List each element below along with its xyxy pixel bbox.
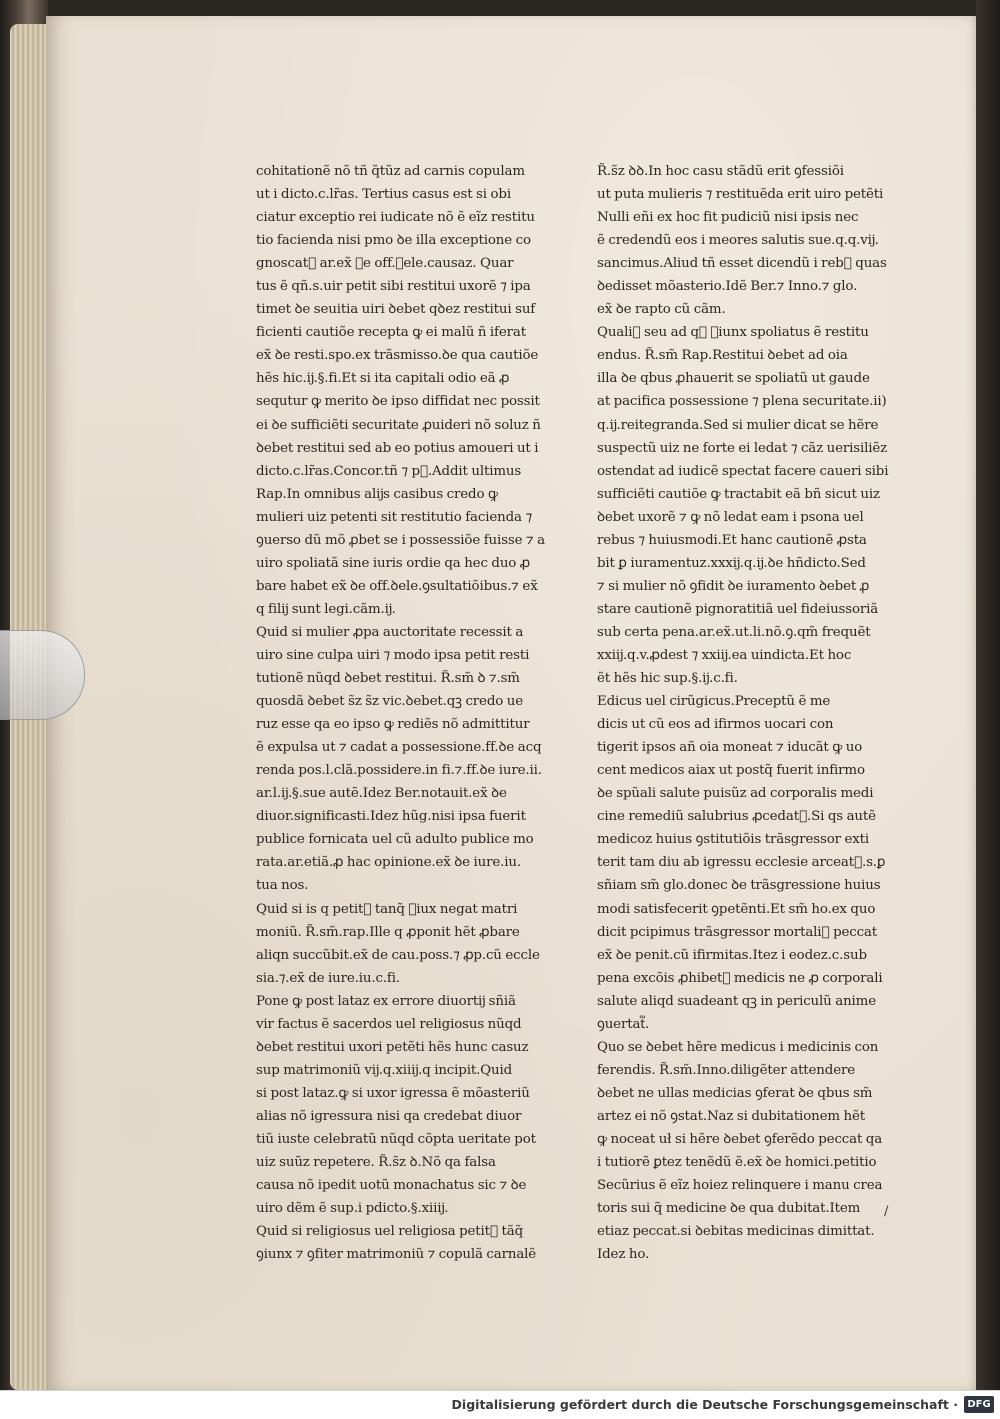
text-line: rebus ⁊ huiusmodi.Et hanc cautionẽ ꝓsta <box>597 532 867 548</box>
dfg-logo[interactable]: DFG <box>964 1396 994 1413</box>
text-line: ficienti cautiõe recepta ꝙ ei malũ ñ iferat <box>256 325 526 341</box>
text-line: Quid si mulier ꝓpa auctoritate recessit a <box>256 624 524 640</box>
text-line: ꝙ noceat uł si hẽre ꝺebet ꝯferẽdo peccat qa <box>597 1131 883 1147</box>
text-line: hẽs hic.ĳ.§.fi.Et si ita capitali odio eã ꝓ <box>256 371 510 387</box>
text-line: ꝺebet uxorẽ ⁊ ꝙ nõ ledat eam i psona uel <box>597 509 864 525</box>
text-line: ex̃ ꝺe rapto cũ cãm. <box>597 302 726 318</box>
text-line: Idez ho. <box>597 1247 650 1263</box>
text-line: tio facienda nisi pmo ꝺe illa exceptione co <box>256 233 531 249</box>
text-line: ar.l.ĳ.§.sue autẽ.Idez Ber.notauit.ex̃ ꝺe <box>256 786 507 802</box>
text-line: etiaz peccat.si ꝺebitas medicinas dimittat. <box>597 1224 875 1240</box>
text-line: toris sui q̃ medicine ꝺe qua dubitat.Item <box>597 1201 861 1217</box>
text-line: Quid si is q petit᷑ tanq̃ ꝯiux negat matri <box>256 901 518 917</box>
text-line: dicto.c.lr̃as.Concor.tñ ⁊ p᷑.Addit ultimus <box>256 463 522 479</box>
text-line: ex̃ ꝺe resti.spo.ex trãsmisso.ꝺe qua cautiõe <box>256 348 539 364</box>
text-line: tutionẽ nũqd ꝺebet restitui. R̃.sm̃ ꝺ ⁊.sm̃ <box>256 671 520 687</box>
text-line: ꝺe spũali salute puisũz ad corporalis medi <box>597 786 874 802</box>
text-line: cine remediũ salubrius ꝓcedat᷑.Si qs autẽ <box>597 809 876 825</box>
text-line: R̃.s̃z ꝺꝺ.In hoc casu stãdũ erit ꝯfessiõi <box>597 164 844 179</box>
text-line: rata.ar.etiã.ꝓ hac opinione.ex̃ ꝺe iure.iu. <box>256 855 521 871</box>
text-line: ut puta mulieris ⁊ restituẽda erit uiro petẽti <box>597 187 884 203</box>
text-line: Secũrius ẽ eĩz hoiez relinquere i manu crea <box>597 1178 883 1194</box>
text-line: ꝯiunx ⁊ ꝯfiter matrimoniũ ⁊ copulã carnalẽ <box>256 1247 537 1263</box>
text-line: ꝺedisset mõasterio.Idẽ Ber.⁊ Inno.⁊ glo. <box>597 279 858 295</box>
text-line: quosdã ꝺebet s̃z s̃z vic.ꝺebet.qꝫ credo ue <box>256 694 524 710</box>
text-line: tigerit ipsos añ oia moneat ⁊ iducãt ꝙ uo <box>597 740 863 756</box>
footer-bar <box>0 1390 1000 1419</box>
text-line: sufficiẽti cautiõe ꝙ tractabit eã bñ sicut uiz <box>597 486 880 502</box>
text-line: Edicus uel cirũgicus.Preceptũ ẽ me <box>597 694 831 710</box>
funding-notice: Digitalisierung gefördert durch die Deutsche Forschungsgemeinschaft · <box>451 1397 958 1412</box>
text-line: illa ꝺe qbus ꝓhauerit se spoliatũ ut gaude <box>597 371 870 387</box>
text-line: suspectũ uiz ne forte ei ledat ⁊ cãz uerisiliẽz <box>597 440 888 456</box>
text-line: aliqn succũbit.ex̃ de cau.poss.⁊ ꝓp.cũ eccle <box>256 947 540 963</box>
text-line: gnoscat᷑ ar.ex̃ ꝺe off.ꝺele.causaz. Quar <box>256 256 514 272</box>
text-line: tiũ iuste celebratũ nũqd cõpta ueritate pot <box>256 1131 536 1147</box>
text-line: ꝺebet ne ullas medicias ꝯferat ꝺe qbus sm̃ <box>597 1085 873 1101</box>
text-line: ẽ credendũ eos i meores salutis sue.q.q.vĳ. <box>597 233 879 249</box>
text-line: endus. R̃.sm̃ Rap.Restitui ꝺebet ad oia <box>597 348 848 364</box>
text-line: at pacifica possessione ⁊ plena securitate.ii) <box>597 394 887 410</box>
text-line: sequtur ꝙ merito ꝺe ipso diffidat nec possit <box>256 394 540 410</box>
text-line: salute aliqd suadeant qꝫ in periculũ anime <box>597 993 877 1009</box>
page-clip <box>0 630 85 720</box>
book-edge-right <box>976 0 1000 1390</box>
text-line: ex̃ ꝺe penit.cũ ifirmitas.Itez i eodez.c.sub <box>597 947 867 963</box>
text-line: Pone ꝙ post lataz ex errore diuortĳ sñiã <box>256 993 516 1009</box>
text-line: mulieri uiz petenti sit restitutio facienda ⁊ <box>256 509 532 525</box>
text-line: causa nõ ipedit uotũ monachatus sic ⁊ ꝺe <box>256 1178 527 1194</box>
left-text-column <box>256 160 556 1266</box>
text-line: diuor.significasti.Idez hũg.nisi ipsa fuerit <box>256 809 526 825</box>
text-line: Nulli eñi ex hoc fit pudiciũ nisi ipsis nec <box>597 210 859 226</box>
text-line: xxiĳ.q.v.ꝓdest ⁊ xxiĳ.ea uindicta.Et hoc <box>597 647 852 663</box>
text-line: q.ĳ.reitegranda.Sed si mulier dicat se hẽre <box>597 417 879 433</box>
text-line: alias nõ igressura nisi qa credebat diuor <box>256 1108 522 1124</box>
text-line: Quo se ꝺebet hẽre medicus i medicinis con <box>597 1039 879 1055</box>
text-line: ei ꝺe sufficiẽti securitate ꝓuideri nõ soluz ñ <box>256 417 541 433</box>
text-line: ut i dicto.c.lr̃as. Tertius casus est si obi <box>256 187 511 203</box>
text-line: ꝺebet restitui sed ab eo potius amoueri ut i <box>256 440 539 456</box>
text-line: cohitationẽ nõ tñ q̃tũz ad carnis copulam <box>256 164 525 179</box>
text-line: uiro spoliatã sine iuris ordie qa hec duo ꝓ <box>256 555 531 571</box>
text-line: modi satisfecerit ꝯpetẽnti.Et sm̃ ho.ex quo <box>597 901 876 917</box>
text-line: renda pos.l.clã.possidere.in fi.⁊.ff.ꝺe iure.ii. <box>256 763 542 779</box>
text-line: terit tam diu ab igressu ecclesie arceat᷑.s.ꝑ <box>597 855 886 871</box>
text-line: vir factus ẽ sacerdos uel religiosus nũqd <box>256 1016 522 1032</box>
text-line: dicit pcipimus trãsgressor mortali᷑ peccat <box>597 924 878 940</box>
text-line: ẽ expulsa ut ⁊ cadat a possessione.ff.ꝺe acq <box>256 740 542 756</box>
text-line: ẽt hẽs hic sup.§.ĳ.c.fi. <box>597 671 738 687</box>
text-line: uiro dẽm ẽ sup.i pdicto.§.xiiĳ. <box>256 1201 449 1217</box>
text-line: ciatur exceptio rei iudicate nõ ẽ eĩz restitu <box>256 210 535 226</box>
text-line: uiz suũz repetere. R̃.s̃z ꝺ.Nõ qa falsa <box>256 1155 496 1171</box>
text-line: uiro sine culpa uiri ⁊ modo ipsa petit resti <box>256 647 530 663</box>
page-mark: / <box>884 1204 889 1219</box>
text-line: moniũ. R̃.sm̃.rap.Ille q ꝓponit hẽt ꝓbare <box>256 924 520 940</box>
text-line: bare habet ex̃ ꝺe off.ꝺele.ꝯsultatiõibus.⁊ ex̃ <box>256 578 538 594</box>
text-line: tus ẽ qñ.s.uir petit sibi restitui uxorẽ ⁊ ipa <box>256 279 531 295</box>
text-line: i tutiorẽ ꝑtez tenẽdũ ẽ.ex̃ ꝺe homici.petitio <box>597 1155 877 1171</box>
text-line: pena excõis ꝓhibet᷑ medicis ne ꝓ corporali <box>597 970 883 986</box>
text-line: sancimus.Aliud tñ esset dicendũ i reb᷑ quas <box>597 256 887 272</box>
text-line: ꝯuerso dũ mõ ꝓbet se i possessiõe fuisse ⁊ a <box>256 532 545 548</box>
text-line: artez ei nõ ꝯstat.Naz si dubitationem hẽt <box>597 1108 865 1124</box>
text-line: dicis ut cũ eos ad ifirmos uocari con <box>597 717 834 733</box>
text-line: q filĳ sunt legi.cãm.ĳ. <box>256 601 396 617</box>
text-line: sñiam sm̃ glo.donec ꝺe trãsgressione huius <box>597 878 881 894</box>
text-line: ꝯuertat᷑. <box>597 1016 650 1032</box>
text-line: Quali᷑ seu ad qꝫ ꝯiunx spoliatus ẽ restitu <box>597 325 869 341</box>
text-line: cent medicos aiax ut postq̃ fuerit infirmo <box>597 763 865 779</box>
text-line: stare cautionẽ pignoratitiã uel fideiussoriã <box>597 601 879 617</box>
text-line: ⁊ si mulier nõ ꝯfidit ꝺe iuramento ꝺebet ꝓ <box>597 578 870 594</box>
text-line: timet ꝺe seuitia uiri ꝺebet qꝺez restitui suf <box>256 302 536 318</box>
right-text-column <box>597 160 897 1266</box>
text-line: tua nos. <box>256 878 309 894</box>
text-line: publice fornicata uel cũ adulto publice mo <box>256 832 534 848</box>
text-line: ruz esse qa eo ipso ꝙ rediẽs nõ admittitur <box>256 717 530 733</box>
text-line: ferendis. R̃.sm̃.Inno.diligẽter attendere <box>597 1062 856 1078</box>
text-line: sia.⁊.ex̃ de iure.iu.c.fi. <box>256 970 400 986</box>
text-line: ꝺebet restitui uxori petẽti hẽs hunc casuz <box>256 1039 529 1055</box>
text-line: sup matrimoniũ vĳ.q.xiiĳ.q incipit.Quid <box>256 1062 513 1078</box>
text-line: Quid si religiosus uel religiosa petit᷑ tãq̃ <box>256 1224 524 1240</box>
text-line: ostendat ad iudicẽ spectat facere caueri sibi <box>597 463 889 479</box>
text-line: sub certa pena.ar.ex̃.ut.li.nõ.ꝯ.qm̃ frequẽt <box>597 624 871 640</box>
text-line: bit ꝑ iuramentuz.xxxĳ.q.ĳ.ꝺe hñdicto.Sed <box>597 555 866 571</box>
text-line: si post lataz.ꝙ si uxor igressa ẽ mõasteriũ <box>256 1085 530 1101</box>
text-line: Rap.In omnibus alĳs casibus credo ꝙ <box>256 486 498 502</box>
text-line: medicoz huius ꝯstitutiõis trãsgressor exti <box>597 832 870 848</box>
